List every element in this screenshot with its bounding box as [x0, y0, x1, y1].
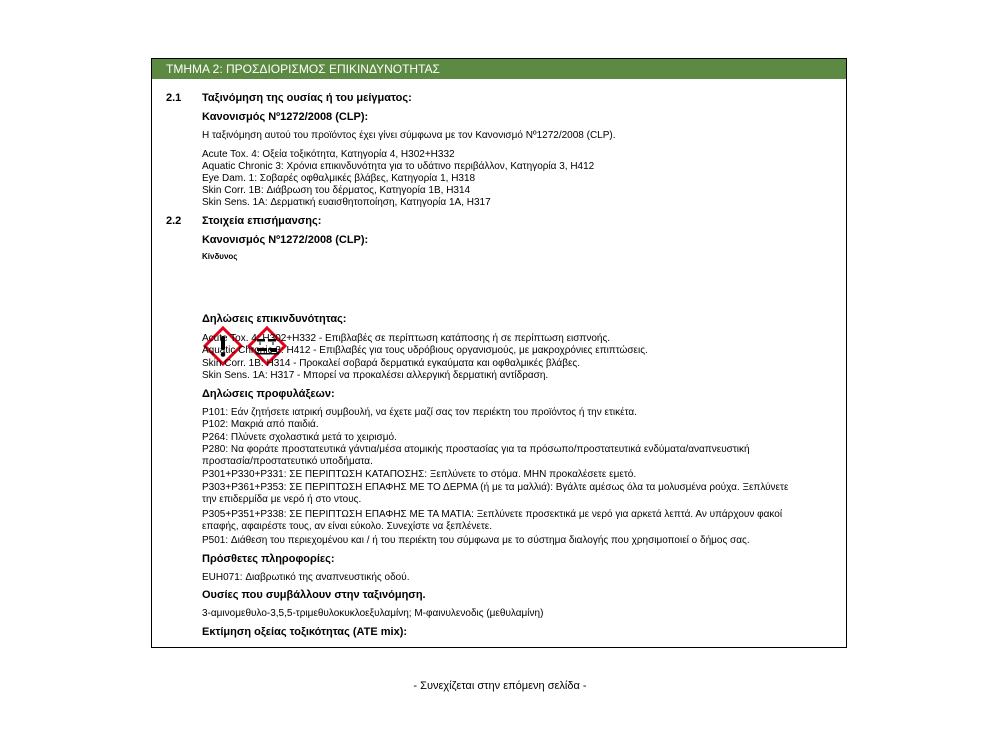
classification-line: Acute Tox. 4: Οξεία τοξικότητα, Κατηγορία 4, H302+H332: [202, 149, 455, 160]
hazard-statement: Acute Tox. 4: H302+H332 - Επιβλαβές σε περίπτωση κατάποσης ή σε περίπτωση εισπνοής.: [202, 333, 611, 344]
precautionary-statement: P305+P351+P338: ΣΕ ΠΕΡΙΠΤΩΣΗ ΕΠΑΦΗΣ ΜΕ ΤΑ ΜΑΤΙΑ: Ξεπλύνετε προσεκτικά με νερό για αρκετά λεπτά. Αν υπάρχουν φακοί: [202, 509, 783, 520]
page-continuation-note: - Συνεχίζεται στην επόμενη σελίδα -: [413, 680, 587, 692]
hazard-statement: Skin Sens. 1A: H317 - Μπορεί να προκαλέσει αλλεργική δερματική αντίδραση.: [202, 370, 549, 381]
hazard-statement: Aquatic Chronic 3: H412 - Επιβλαβές για τους υδρόβιους οργανισμούς, με μακροχρόνιες επιπτώσεις.: [202, 345, 648, 356]
ate-mix-heading: Εκτίμηση οξείας τοξικότητας (ATE mix):: [202, 626, 408, 638]
precautionary-statement: P280: Να φοράτε προστατευτικά γάντια/μέσα ατομικής προστασίας για τα πρόσωπο/προστατευτικά ενδύματα/αναπνευστική: [202, 444, 750, 455]
signal-word: Κίνδυνος: [202, 252, 238, 261]
classification-line: Skin Sens. 1A: Δερματική ευαισθητοποίηση, Κατηγορία 1A, H317: [202, 197, 491, 208]
section-2-1-title: Ταξινόμηση της ουσίας ή του μείγματος:: [202, 92, 412, 104]
hazard-statement: Skin Corr. 1B: H314 - Προκαλεί σοβαρά δερματικά εγκαύματα και οφθαλμικές βλάβες.: [202, 358, 581, 369]
precautionary-statement: προστασία/προστατευτικό υποδήματα.: [202, 456, 373, 467]
classification-line: Eye Dam. 1: Σοβαρές οφθαλμικές βλάβες, Κατηγορία 1, H318: [202, 173, 476, 184]
classification-line: Aquatic Chronic 3: Χρόνια επικινδυνότητα για το υδάτινο περιβάλλον, Κατηγορία 3, H412: [202, 161, 595, 172]
precautionary-statement: P501: Διάθεση του περιεχομένου και / ή του περιέκτη του σύμφωνα με το σύστημα διαλογής που χρησιμοποιεί ο δήμος σας.: [202, 535, 750, 546]
section-2-2-title: Στοιχεία επισήμανσης:: [202, 215, 322, 227]
additional-info-heading: Πρόσθετες πληροφορίες:: [202, 553, 335, 565]
section-2-2-number: 2.2: [166, 215, 182, 227]
precautionary-statement: P303+P361+P353: ΣΕ ΠΕΡΙΠΤΩΣΗ ΕΠΑΦΗΣ ΜΕ ΤΟ ΔΕΡΜΑ (ή με τα μαλλιά): Βγάλτε αμέσως όλα τα μολυσμένα ρούχα. Ξεπλύνετε: [202, 482, 789, 493]
contributing-substances-heading: Ουσίες που συμβάλλουν στην ταξινόμηση.: [202, 589, 426, 601]
section-frame: [151, 58, 847, 648]
precautionary-statement: P101: Εάν ζητήσετε ιατρική συμβουλή, να έχετε μαζί σας τον περιέκτη του προϊόντος ή την ετικέτα.: [202, 407, 637, 418]
section-header: ΤΜΗΜΑ 2: ΠΡΟΣΔΙΟΡΙΣΜΟΣ ΕΠΙΚΙΝΔΥΝΟΤΗΤΑΣ: [152, 59, 846, 79]
classification-text: Η ταξινόμηση αυτού του προϊόντος έχει γίνει σύμφωνα με τον Κανονισμό Νº1272/2008 (CLP).: [202, 130, 616, 141]
contributing-substances-text: 3-αμινομεθυλο-3,5,5-τριμεθυλοκυκλοεξυλαμίνη; Μ-φαινυλενοδις (μεθυλαμίνη): [202, 608, 544, 619]
precautionary-statement: επαφής, αφαιρέστε τους, αν είναι εύκολο. Συνεχίστε να ξεπλένετε.: [202, 521, 493, 532]
precautionary-statement: P102: Μακριά από παιδιά.: [202, 419, 319, 430]
regulation-heading: Κανονισμός Νº1272/2008 (CLP):: [202, 234, 369, 246]
precautionary-statement: την επιδερμίδα με νερό ή στο ντους.: [202, 494, 362, 505]
regulation-heading: Κανονισμός Νº1272/2008 (CLP):: [202, 111, 369, 123]
precautionary-statement: P301+P330+P331: ΣΕ ΠΕΡΙΠΤΩΣΗ ΚΑΤΑΠΟΣΗΣ: Ξεπλύνετε το στόμα. ΜΗΝ προκαλέσετε εμετό.: [202, 469, 637, 480]
classification-line: Skin Corr. 1B: Διάβρωση του δέρματος, Κατηγορία 1B, H314: [202, 185, 471, 196]
hazard-statements-heading: Δηλώσεις επικινδυνότητας:: [202, 313, 347, 325]
section-2-1-number: 2.1: [166, 92, 182, 104]
precautionary-statements-heading: Δηλώσεις προφυλάξεων:: [202, 388, 335, 400]
precautionary-statement: P264: Πλύνετε σχολαστικά μετά το χειρισμό.: [202, 432, 397, 443]
additional-info-text: EUH071: Διαβρωτικό της αναπνευστικής οδού.: [202, 572, 410, 583]
